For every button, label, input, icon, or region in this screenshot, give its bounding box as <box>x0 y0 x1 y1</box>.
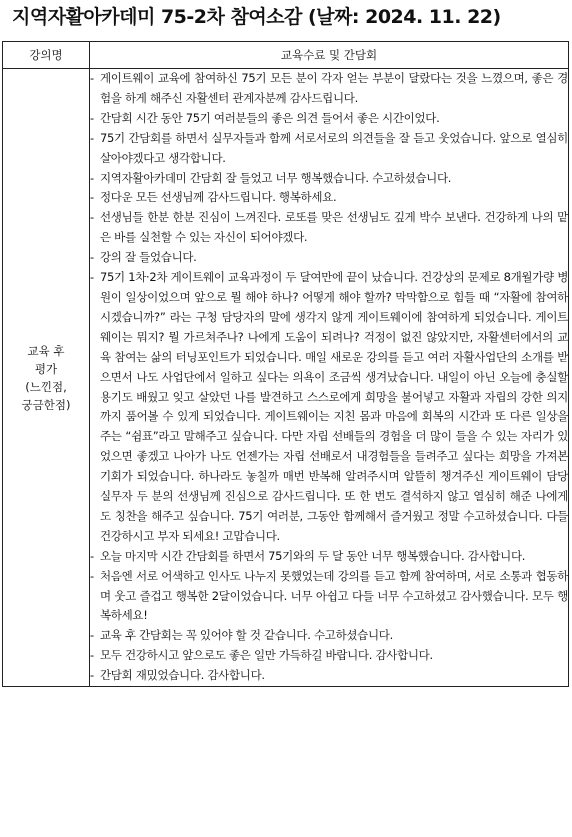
bullet-dash: - <box>90 71 94 85</box>
bullet-dash: - <box>90 190 94 205</box>
header-course-completion: 교육수료 및 간담회 <box>90 42 569 69</box>
comment-text: 간담회 시간 동안 75기 여러분들의 좋은 의견 들어서 좋은 시간이었다. <box>100 110 440 125</box>
bullet-dash: - <box>90 130 94 145</box>
comment-text: 선생님들 한분 한분 진심이 느껴진다. 로또를 맞은 선생님도 깊게 박수 보낸다. 건강하게 나의 맡은 바를 실천할 수 있는 자신이 되어야겠다. <box>100 210 568 245</box>
comment-text: 지역자활아카데미 간담회 잘 들었고 너무 행복했습니다. 수고하셨습니다. <box>100 170 452 185</box>
bullet-dash: - <box>90 110 94 125</box>
list-item <box>90 129 568 169</box>
bullet-dash: - <box>90 628 94 643</box>
list-item <box>90 169 568 189</box>
bullet-dash: - <box>90 668 94 683</box>
comment-text: 간담회 재밌었습니다. 감사합니다. <box>100 668 265 683</box>
bullet-dash: - <box>90 250 94 265</box>
row-label-evaluation <box>3 69 90 687</box>
feedback-table <box>2 41 569 687</box>
list-item <box>90 69 568 109</box>
comment-text: 75기 간담회를 하면서 실무자들과 함께 서로서로의 의견들을 잘 듣고 웃었습니다. 앞으로 열심히 살아야겠다고 생각합니다. <box>100 130 568 165</box>
list-item <box>90 188 568 208</box>
bullet-dash: - <box>90 210 94 225</box>
comment-text: 75기 1차·2차 게이트웨이 교육과정이 두 달여만에 끝이 났습니다. 건강상의 문제로 8개월가량 병원이 일상이었으며 앞으로 뭘 해야 하나? 어떻게 해야 할까? 막막함으로 힘들 때 “자활에 참여하시겠습니까?” 라는 구청 담당자의 말에 생각지 않게 게이트웨이에 참여하게 되었습니다. 게이트웨이는 뭐지? 뭘 가르쳐주나? 나에게 도움이 되려나? 걱정이 없진 않았지만, 자활센터에서의 교육 참여는 삶의 터닝포인트가 되었습니다. 매일 새로운 강의를 듣고 여러 자활사업단의 소개를 받으면서 나도 사업단에서 일하고 싶다는 의욕이 조금씩 생겨났습니다. 내일이 아닌 오늘에 충실할 용기도 배웠고 잊고 살았던 나를 발견하고 스스로에게 희망을 불어넣고 자활과 자립의 강한 의지까지 품어볼 수 있게 되었습니다. 게이트웨이는 지친 몸과 마음에 회복의 시간과 또 다른 일상을 주는 “쉼표”라고 말해주고 싶습니다. 다만 자립 선배들의 경험을 더 많이 들을 수 있는 자리가 있었으면 좋겠고 나아가 나도 언젠가는 자립 선배로서 내경험들을 들려주고 싶다는 희망을 가져본 기회가 되었습니다. 하나라도 놓칠까 매번 반복해 알려주시며 알뜰히 챙겨주신 게이트웨이 담당 실무자 두 분의 선생님께 진심으로 감사드립니다. 또 한 번도 결석하지 않고 열심히 해준 나에게도 칭찬을 해주고 싶습니다. 75기 여러분, 그동안 함께해서 즐거웠고 정말 수고하셨습니다. 다들 건강하시고 부자 되세요! 고맙습니다. <box>100 270 568 543</box>
comment-text: 정다운 모든 선생님께 감사드립니다. 행복하세요. <box>100 190 337 205</box>
list-item <box>90 109 568 129</box>
bullet-dash: - <box>90 648 94 663</box>
list-item <box>90 666 568 686</box>
list-item <box>90 626 568 646</box>
comment-text: 처음엔 서로 어색하고 인사도 나누지 못했었는데 강의를 듣고 함께 참여하며, 서로 소통과 협동하며 웃고 즐겁고 행복한 2달이었습니다. 너무 아쉽고 다들 너무 수고하셨고 감사했습니다. 모두 행복하세요! <box>100 568 568 623</box>
row-label-line: (느낀점, <box>25 379 67 394</box>
comment-text: 모두 건강하시고 앞으로도 좋은 일만 가득하길 바랍니다. 감사합니다. <box>100 648 433 663</box>
row-label-line: 평가 <box>34 361 58 376</box>
bullet-dash: - <box>90 170 94 185</box>
comment-text: 교육 후 간담회는 꼭 있어야 할 것 같습니다. 수고하셨습니다. <box>100 628 393 643</box>
list-item <box>90 547 568 567</box>
list-item <box>90 646 568 666</box>
comments-cell <box>90 69 569 687</box>
bullet-dash: - <box>90 270 94 285</box>
document-title: 지역자활아카데미 75-2차 참여소감 (날짜: 2024. 11. 22) <box>12 6 501 28</box>
list-item <box>90 567 568 627</box>
table-body-row <box>3 69 569 687</box>
comment-text: 오늘 마지막 시간 간담회를 하면서 75기와의 두 달 동안 너무 행복했습니다. 감사합니다. <box>100 548 526 563</box>
bullet-dash: - <box>90 568 94 583</box>
list-item <box>90 268 568 547</box>
row-label-line: 교육 후 <box>27 343 65 358</box>
comment-text: 게이트웨이 교육에 참여하신 75기 모든 분이 각자 얻는 부분이 달랐다는 것을 느꼈으며, 좋은 경험을 하게 해주신 자활센터 관계자분께 감사드립니다. <box>100 71 568 105</box>
comment-text: 강의 잘 들었습니다. <box>100 250 197 265</box>
bullet-dash: - <box>90 548 94 563</box>
row-label-line: 궁금한점) <box>21 397 71 412</box>
list-item <box>90 248 568 268</box>
header-lecture-name: 강의명 <box>3 42 90 69</box>
table-header-row <box>3 42 569 69</box>
list-item <box>90 208 568 248</box>
